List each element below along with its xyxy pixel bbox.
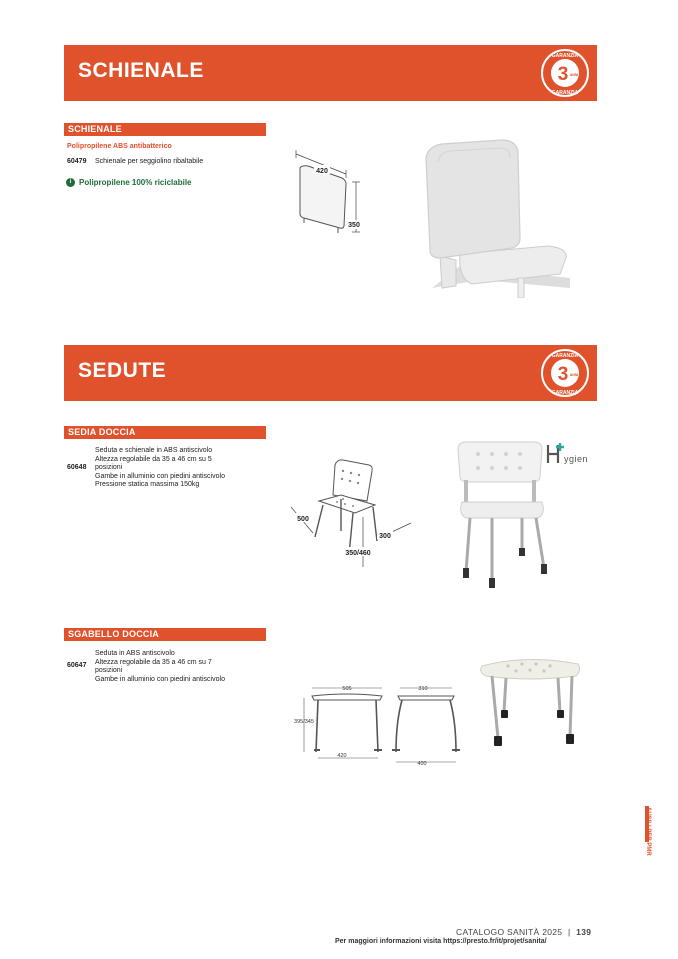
dim-top-front: 505 — [342, 686, 352, 692]
badge-unit: ANNI — [569, 73, 579, 77]
spec-line: Seduta in ABS antiscivolo — [95, 650, 175, 657]
spec-line: Seduta e schienale in ABS antiscivolo — [95, 447, 213, 454]
section-banner-schienale — [64, 45, 597, 101]
subheader-bar — [64, 123, 266, 136]
warranty-badge-icon — [541, 349, 589, 397]
badge-unit: ANNI — [569, 373, 579, 377]
spec-line: posizioni — [95, 464, 123, 471]
leaf-icon: i — [66, 178, 75, 187]
subheader-label: SCHIENALE — [68, 124, 122, 134]
badge-number: 3 — [557, 64, 569, 85]
spec-line: posizioni — [95, 667, 123, 674]
product-code: 60647 — [67, 662, 87, 669]
side-tab-label: AUSILI PER PMR — [645, 807, 651, 856]
subheader-bar — [64, 426, 266, 439]
dim-bottom-front: 420 — [337, 753, 347, 759]
shower-stool-dimension-drawing — [292, 682, 462, 768]
dim-height: 350 — [348, 222, 360, 229]
recyclable-note: Polipropilene 100% riciclabile — [79, 178, 192, 187]
dim-height: 395/345 — [294, 719, 314, 725]
backrest-dimension-drawing — [288, 148, 364, 238]
product-code: 60479 — [67, 158, 87, 165]
dim-bottom-side: 400 — [417, 761, 427, 767]
spec-line: Gambe in alluminio con piedini antiscivolo — [95, 675, 225, 683]
shower-chair-dimension-drawing — [285, 455, 415, 570]
section-banner-sedute — [64, 345, 597, 401]
banner-title: SCHIENALE — [78, 59, 204, 82]
badge-word-bottom: GARANZIA — [551, 90, 579, 96]
footer-url: Per maggiori informazioni visita https://presto.fr/it/projet/sanita/ — [335, 938, 547, 945]
shower-stool-photo — [478, 652, 584, 752]
badge-number: 3 — [557, 364, 569, 385]
spec-line: Pressione statica massima 150kg — [95, 481, 200, 488]
warranty-badge-icon — [541, 49, 589, 97]
badge-word-top: GARANZIA — [551, 53, 579, 59]
subheader-bar — [64, 628, 266, 641]
material-label: Polipropilene ABS antibatterico — [67, 143, 172, 150]
product-code: 60648 — [67, 464, 87, 471]
spec-line: Gambe in alluminio con piedini antiscivolo — [95, 472, 225, 480]
catalog-title: CATALOGO SANITÀ 2025 — [456, 927, 563, 937]
badge-word-top: GARANZIA — [551, 353, 579, 359]
badge-word-bottom: GARANZIA — [551, 390, 579, 396]
dim-height: 350/460 — [345, 550, 371, 557]
page-number: 139 — [576, 927, 592, 937]
spec-line: Altezza regolabile da 35 a 46 cm su 5 — [95, 455, 212, 463]
dim-depth: 500 — [297, 516, 309, 523]
hygien-logo — [546, 441, 592, 467]
product-spec-list — [95, 650, 225, 684]
product-description: Schienale per seggiolino ribaltabile — [95, 158, 204, 165]
dim-top-side: 310 — [418, 686, 428, 692]
hygien-h-icon — [546, 441, 564, 465]
banner-title: SEDUTE — [78, 359, 167, 382]
hygien-label: ygien — [564, 454, 589, 464]
subheader-label: SGABELLO DOCCIA — [68, 629, 160, 639]
dim-width: 300 — [379, 533, 391, 540]
footer-catalog: CATALOGO SANITÀ 2025 | 139 — [456, 927, 592, 937]
product-spec-list — [95, 447, 225, 490]
dim-width: 420 — [316, 168, 328, 175]
subheader-label: SEDIA DOCCIA — [68, 427, 136, 437]
shower-chair-photo — [452, 440, 552, 590]
spec-line: Altezza regolabile da 35 a 46 cm su 7 — [95, 658, 212, 666]
backrest-photo — [420, 138, 570, 298]
